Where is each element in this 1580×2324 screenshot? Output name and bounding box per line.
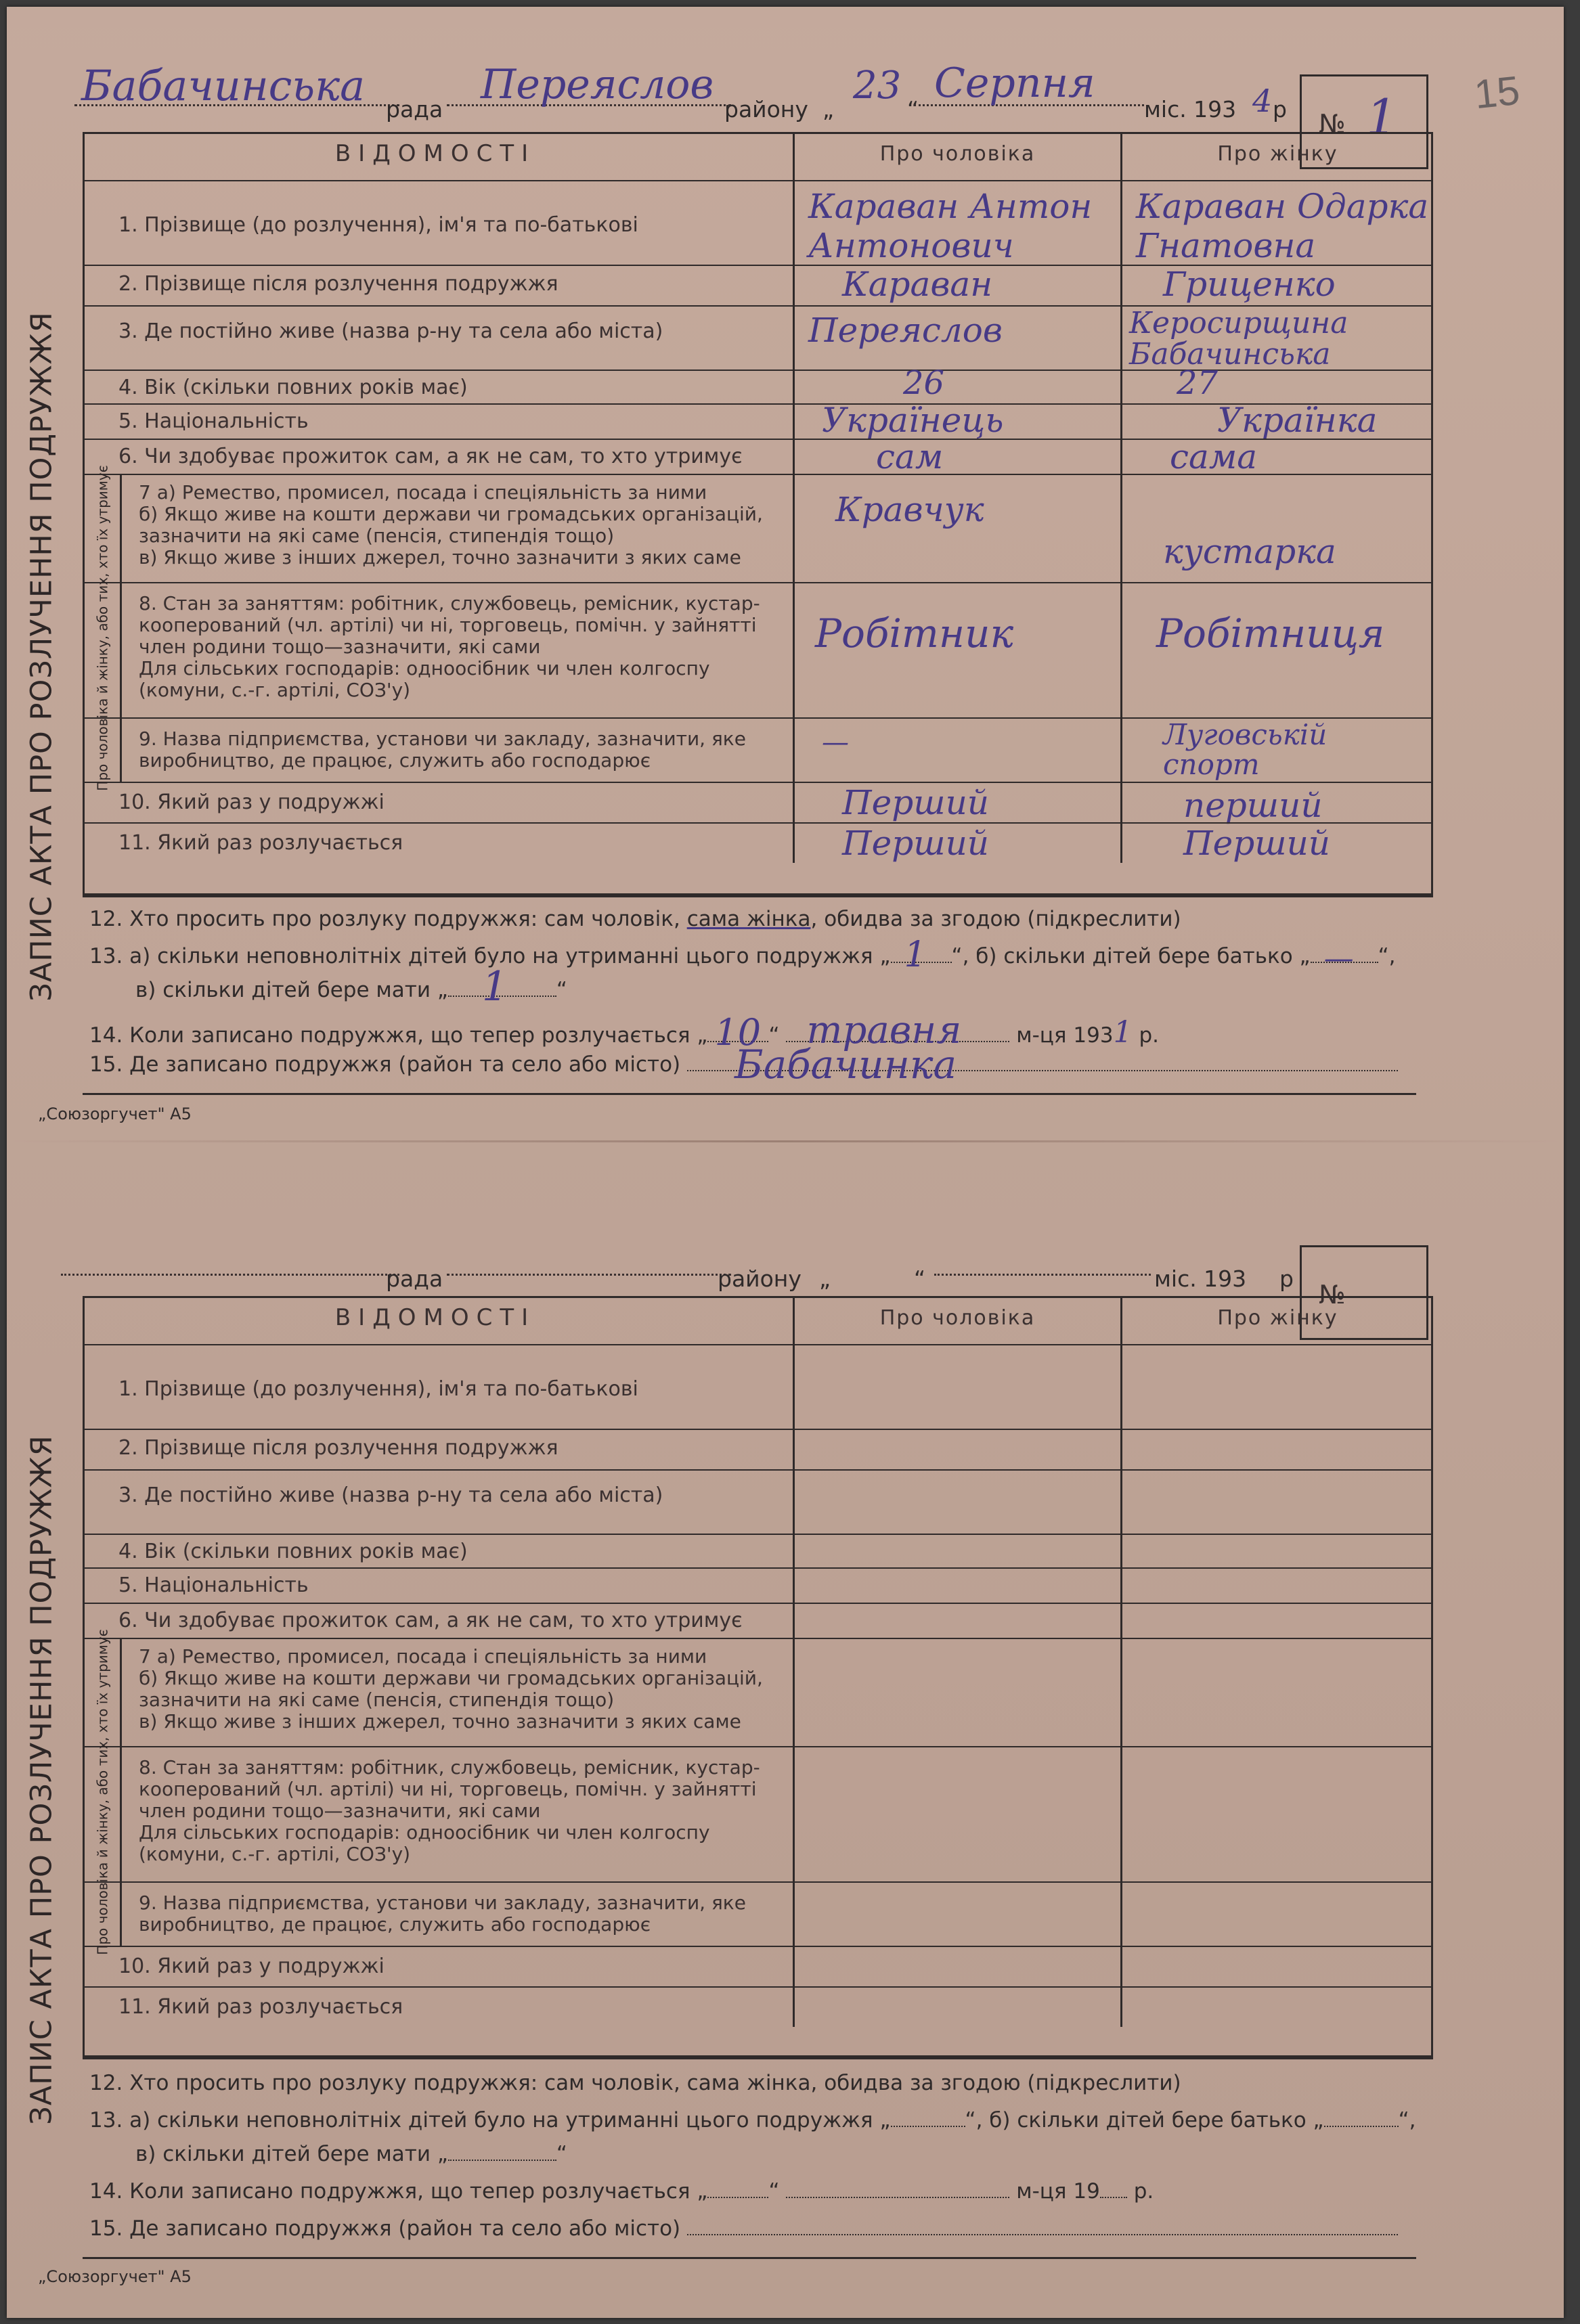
- table-row: 5. Національність Українець Українка: [85, 403, 1431, 439]
- fold-line: [7, 1140, 1564, 1142]
- question-15: 15. Де записано подружжя (район та село або місто) Бабачинка: [89, 1052, 1436, 1077]
- document-sheet: [7, 7, 1564, 2318]
- info-table: ВІДОМОСТІ Про чоловіка Про жінку 1. Прізвище (до розлучення), ім'я та по-батькові 2. Прізвище після розлучення подружжя 3. Де постійно живе (назва р-ну та села або міста) 4. Вік (скільки повних років має) 5. Національність 6. Чи здобуває прожиток сам, а як не сам, то хто утримує 7 а) Ремество, промисел, посада і спеціяльність за ними б) Якщо живе на кошти держави чи громадських організацій, зазначити на які саме (пенсія, стипендія тощо) в) Якщо живе з інших джерел, точно зазначити з яких саме 8. Стан за заняттям: робітник, службовець, ремісник, кустар-кооперований (чл. артілі) чи ні, торговець, помічн. у зайнятті член родини тощо—зазначити, які сами Для сільських господарів: одноосібник чи член колгоспу (комуни, с.-г. артілі, СОЗ'у) 9. Назва підприємства, установи чи закладу, зазначити, яке виробництво, де працює, служить або господарює 10. Який раз у подружжі 11. Який раз розлучається Про чоловіка й жінку, або тих, хто їх утримує: [83, 1296, 1433, 2057]
- footer: „Союзоргучет" А5: [38, 1104, 192, 1123]
- col-woman-header: Про жінку: [1120, 134, 1433, 180]
- question-13c: в) скільки дітей бере мати „ 1 “: [135, 963, 567, 1010]
- month-value: Серпня: [934, 60, 1095, 107]
- table-row: 8. Стан за заняттям: робітник, службовець, ремісник, кустар-кооперований (чл. артілі) чи ні, торговець, помічн. у зайнятті член родини тощо—зазначити, які сами Для сільських господарів: одноосібник чи член колгоспу (комуни, с.-г. артілі, СОЗ'у): [85, 1746, 1431, 1881]
- table-row: 11. Який раз розлучається Перший Перший: [85, 822, 1431, 863]
- table-row: 4. Вік (скільки повних років має): [85, 1534, 1431, 1567]
- table-row: 9. Назва підприємства, установи чи закладу, зазначити, яке виробництво, де працює, служить або господарює — Луговській спорт: [85, 717, 1431, 782]
- header-line: Бабачинська рада Переяслов району „ 23 “ Серпня міс. 193 4 р: [34, 69, 1438, 127]
- table-row: 4. Вік (скільки повних років має) 26 27: [85, 370, 1431, 403]
- raion-value: Переяслов: [481, 61, 714, 108]
- mis-label: міс. 193: [1144, 96, 1237, 122]
- year-suffix: 4: [1252, 83, 1273, 119]
- col-man-header: Про чоловіка: [793, 134, 1120, 180]
- table-row: 5. Національність: [85, 1567, 1431, 1603]
- number-value: 1: [1366, 89, 1397, 146]
- day-value: 23: [853, 64, 902, 108]
- table-row: 3. Де постійно живе (назва р-ну та села або міста): [85, 1469, 1431, 1534]
- q12-marked: сама жінка: [686, 907, 811, 931]
- table-row: 10. Який раз у подружжі Перший перший: [85, 782, 1431, 822]
- table-row: 7 а) Ремество, промисел, посада і спеціяльність за ними б) Якщо живе на кошти держави чи громадських організацій, зазначити на які саме (пенсія, стипендія тощо) в) Якщо живе з інших джерел, точно зазначити з яких саме: [85, 1638, 1431, 1746]
- number-box: № 1: [1300, 74, 1428, 169]
- question-13a: 13. а) скільки неповнолітніх дітей було на утриманні цього подружжя „ “, б) скільки дітей бере батько „ “,: [89, 2108, 1416, 2132]
- table-row: 6. Чи здобуває прожиток сам, а як не сам, то хто утримує: [85, 1603, 1431, 1638]
- question-13c: в) скільки дітей бере мати „ “: [135, 2142, 567, 2166]
- header-line: рада району „ “ міс. 193 р: [34, 1238, 1438, 1296]
- question-15: 15. Де записано подружжя (район та село або місто): [89, 2216, 1436, 2241]
- table-row: 9. Назва підприємства, установи чи закладу, зазначити, яке виробництво, де працює, служить або господарює: [85, 1881, 1431, 1946]
- question-12: 12. Хто просить про розлуку подружжя: сам чоловік, сама жінка, обидва за згодою (підкреслити): [89, 2071, 1181, 2095]
- table-row: 7 а) Ремество, промисел, посада і спеціяльність за ними б) Якщо живе на кошти держави чи громадських організацій, зазначити на які саме (пенсія, стипендія тощо) в) Якщо живе з інших джерел, точно зазначити з яких саме Кравчук кустарка: [85, 474, 1431, 582]
- table-row: 1. Прізвище (до розлучення), ім'я та по-батькові: [85, 1344, 1431, 1429]
- question-14: 14. Коли записано подружжя, що тепер розлучається „ 10 “ травня м-ця 1931 р.: [89, 1008, 1159, 1054]
- col-info-header: ВІДОМОСТІ: [334, 140, 536, 167]
- footer: „Союзоргучет" А5: [38, 2267, 192, 2286]
- info-table: [83, 132, 1433, 895]
- table-row: 2. Прізвище після розлучення подружжя: [85, 1429, 1431, 1469]
- inner-side-label: Про чоловіка й жінку, або тих, хто їх утримує: [95, 1628, 111, 1955]
- r-label: р: [1273, 96, 1287, 122]
- number-box: №: [1300, 1245, 1428, 1340]
- rada-value: Бабачинська: [81, 61, 366, 110]
- table-row: 2. Прізвище після розлучення подружжя Караван Гриценко: [85, 265, 1431, 305]
- table-row: 6. Чи здобуває прожиток сам, а як не сам, то хто утримує сам сама: [85, 439, 1431, 474]
- inner-side-label: Про чоловіка й жінку, або тих, хто їх утримує: [95, 464, 111, 791]
- table-row: 1. Прізвище (до розлучення), ім'я та по-батькові Караван Антон Антонович Караван Одарка Гнатовна: [85, 180, 1431, 265]
- question-13a: 13. а) скільки неповнолітніх дітей було на утриманні цього подружжя „ 1 “, б) скільки дітей бере батько „ — “,: [89, 935, 1396, 976]
- table-row: 10. Який раз у подружжі: [85, 1946, 1431, 1986]
- side-title: ЗАПИС АКТА ПРО РОЗЛУЧЕННЯ ПОДРУЖЖЯ: [25, 311, 60, 1002]
- raion-label: району: [724, 96, 808, 122]
- question-14: 14. Коли записано подружжя, що тепер розлучається „ “ м-ця 19 р.: [89, 2179, 1154, 2204]
- archive-mark: 15: [1472, 67, 1522, 118]
- rada-label: рада: [386, 96, 443, 122]
- question-12: 12. Хто просить про розлуку подружжя: сам чоловік, сама жінка, обидва за згодою (підкреслити): [89, 907, 1181, 931]
- table-row: 8. Стан за заняттям: робітник, службовець, ремісник, кустар-кооперований (чл. артілі) чи ні, торговець, помічн. у зайнятті член родини тощо—зазначити, які сами Для сільських господарів: одноосібник чи член колгоспу (комуни, с.-г. артілі, СОЗ'у) Робітник Робітниця: [85, 582, 1431, 717]
- side-title: ЗАПИС АКТА ПРО РОЗЛУЧЕННЯ ПОДРУЖЖЯ: [25, 1435, 60, 2125]
- table-row: 3. Де постійно живе (назва р-ну та села або міста) Переяслов Керосирщина Бабачинська: [85, 305, 1431, 370]
- table-row: 11. Який раз розлучається: [85, 1986, 1431, 2027]
